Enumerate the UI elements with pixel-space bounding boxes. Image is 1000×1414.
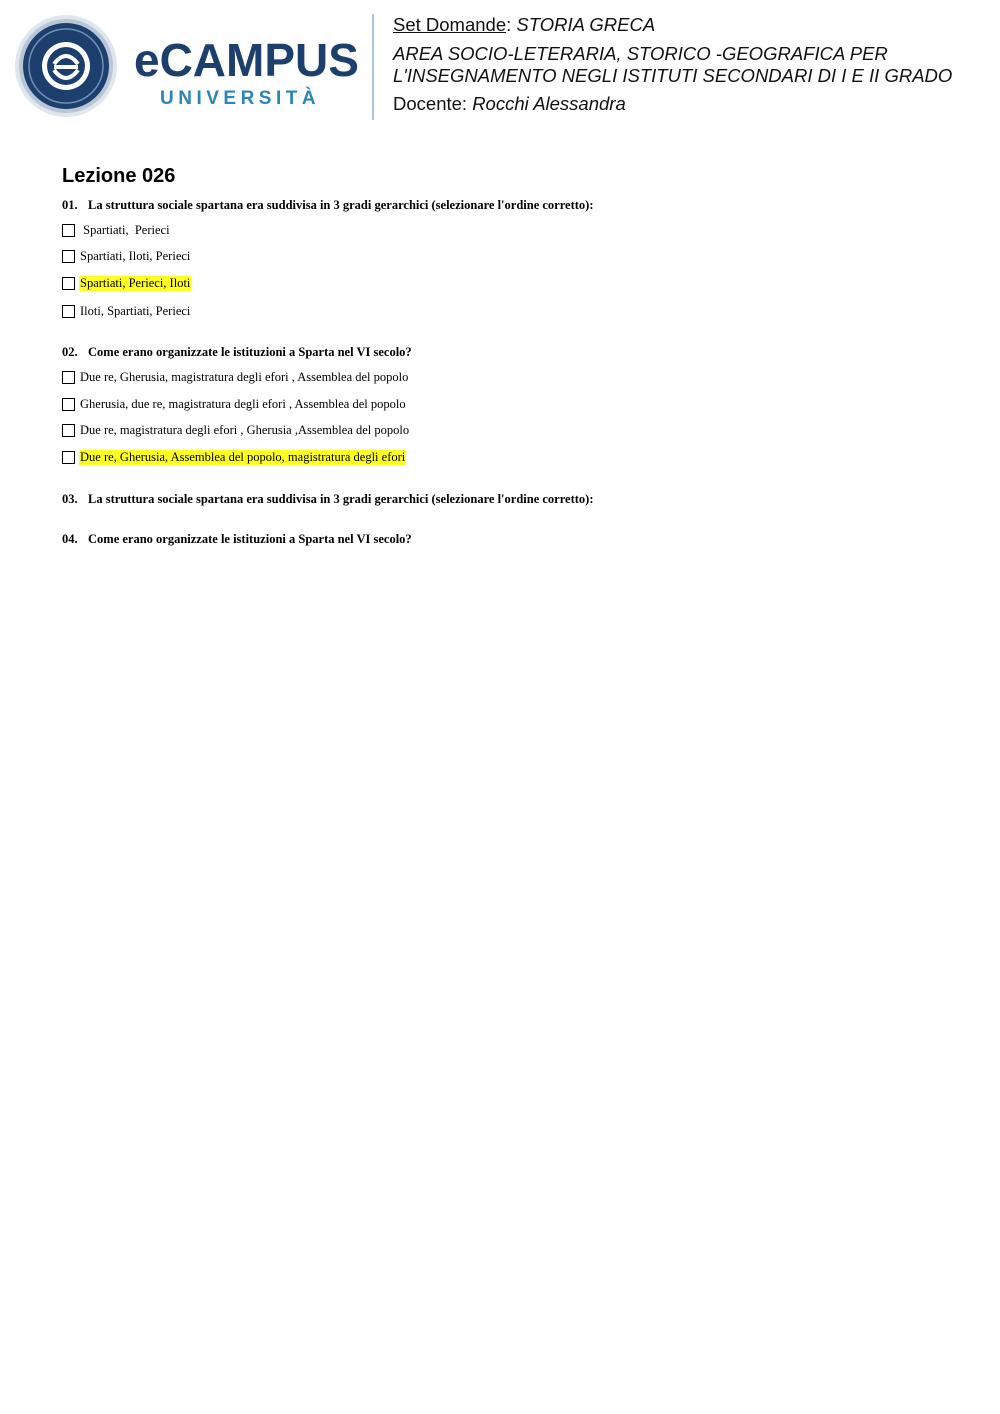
answer-label: Iloti, Spartiati, Perieci — [80, 304, 191, 318]
set-label: Set Domande — [393, 14, 507, 35]
header-divider — [372, 14, 374, 120]
lesson-title: Lezione 026 — [62, 165, 176, 187]
checkbox[interactable] — [62, 224, 75, 237]
area-text-2: L'INSEGNAMENTO NEGLI ISTITUTI SECONDARI DI I E II GRADO — [393, 65, 953, 86]
answer-option[interactable] — [62, 303, 191, 320]
brand-subtitle: UNIVERSITÀ — [160, 88, 321, 109]
question-number: 01. — [62, 198, 78, 212]
answer-option[interactable] — [62, 222, 171, 239]
question-number: 03. — [62, 492, 78, 506]
answer-label: Spartiati, Perieci, Iloti — [80, 276, 191, 290]
ecampus-wordmark — [134, 36, 358, 116]
checkbox[interactable] — [62, 277, 75, 290]
area-line-2 — [393, 65, 952, 87]
answer-option[interactable] — [62, 422, 410, 439]
set-separator: : — [506, 14, 512, 35]
area-line-1 — [393, 43, 952, 65]
question-text: Come erano organizzate le istituzioni a Sparta nel VI secolo? — [88, 532, 412, 546]
checkbox[interactable] — [62, 250, 75, 263]
answer-label: Gherusia, due re, magistratura degli efori , Assemblea del popolo — [80, 397, 406, 411]
checkbox[interactable] — [62, 398, 75, 411]
answer-option[interactable] — [62, 248, 191, 265]
subject-name: STORIA GRECA — [516, 14, 656, 35]
question-text: Come erano organizzate le istituzioni a Sparta nel VI secolo? — [88, 345, 412, 359]
header-info — [393, 14, 952, 115]
answer-label: Spartiati, Iloti, Perieci — [80, 249, 191, 263]
ecampus-seal-logo — [14, 14, 118, 118]
answer-option[interactable] — [62, 369, 409, 386]
teacher-line — [393, 93, 952, 115]
brand-name: eCAMPUS — [134, 34, 359, 86]
question-text: La struttura sociale spartana era suddivisa in 3 gradi gerarchici (selezionare l'ordine corretto): — [88, 492, 594, 506]
answer-option-highlighted[interactable] — [62, 449, 406, 466]
question-04 — [62, 531, 412, 547]
checkbox[interactable] — [62, 371, 75, 384]
answer-label: Spartiati, Perieci — [80, 223, 170, 237]
question-number: 04. — [62, 532, 78, 546]
teacher-label: Docente: — [393, 93, 468, 114]
question-01 — [62, 197, 594, 213]
set-line — [393, 14, 952, 36]
checkbox[interactable] — [62, 451, 75, 464]
answer-label: Due re, Gherusia, Assemblea del popolo, magistratura degli efori — [80, 450, 406, 464]
answer-option[interactable] — [62, 396, 407, 413]
checkbox[interactable] — [62, 305, 75, 318]
answer-option-highlighted[interactable] — [62, 275, 191, 292]
answer-label: Due re, Gherusia, magistratura degli efori , Assemblea del popolo — [80, 370, 409, 384]
question-03 — [62, 491, 594, 507]
area-text-1: AREA SOCIO-LETERARIA, STORICO -GEOGRAFICA PER — [393, 43, 888, 64]
question-number: 02. — [62, 345, 78, 359]
question-text: La struttura sociale spartana era suddivisa in 3 gradi gerarchici (selezionare l'ordine corretto): — [88, 198, 594, 212]
question-02 — [62, 344, 412, 360]
checkbox[interactable] — [62, 424, 75, 437]
teacher-name: Rocchi Alessandra — [472, 93, 626, 114]
answer-label: Due re, magistratura degli efori , Gherusia ,Assemblea del popolo — [80, 423, 410, 437]
